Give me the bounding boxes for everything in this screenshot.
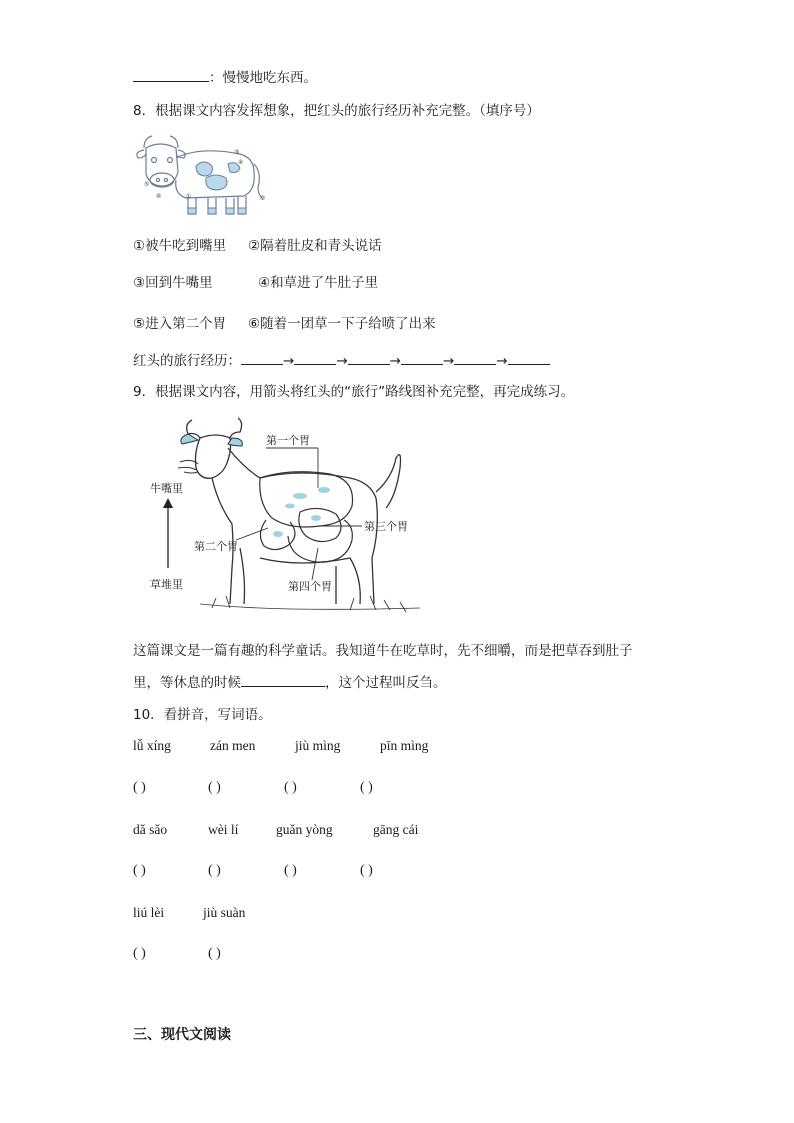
- q9-answer-blank[interactable]: [241, 672, 325, 687]
- section-3-title: 三、现代文阅读: [133, 1027, 231, 1043]
- answer-paren-7[interactable]: ( ): [284, 863, 297, 878]
- journey-blank-4[interactable]: [401, 350, 443, 365]
- journey-arrow-4: →: [442, 353, 455, 369]
- q8-option-2: ②隔着肚皮和青头说话: [248, 238, 382, 254]
- q9-prompt: 9．根据课文内容，用箭头将红头的“旅行”路线图补充完整，再完成练习。: [133, 384, 575, 400]
- journey-arrow-2: →: [336, 353, 348, 369]
- pinyin-5: dǎ sǎo: [133, 822, 168, 837]
- pinyin-8: gāng cái: [373, 822, 419, 837]
- q8-option-4: ④和草进了牛肚子里: [258, 275, 379, 291]
- pinyin-6: wèi lí: [208, 822, 239, 837]
- q8-option-3: ③回到牛嘴里: [133, 275, 213, 291]
- answer-paren-3[interactable]: ( ): [284, 780, 297, 795]
- q8-option-5: ⑤进入第二个胃: [133, 316, 227, 332]
- answer-paren-8[interactable]: ( ): [360, 863, 373, 878]
- answer-paren-10[interactable]: ( ): [208, 946, 221, 961]
- q9-text-line-2: [133, 671, 447, 691]
- journey-arrow-1: →: [283, 353, 295, 369]
- label-mouth: 牛嘴里: [150, 482, 183, 495]
- fig-mark-6: ⑥: [156, 193, 162, 200]
- q7-answer-blank[interactable]: [133, 67, 209, 82]
- fig-mark-1: ①: [186, 193, 192, 200]
- cow-cartoon-figure: [130, 128, 270, 220]
- label-stomach-2: 第二个胃: [194, 540, 238, 553]
- q9-text-line-1: 这篇课文是一篇有趣的科学童话。我知道牛在吃草时，先不细嚼，而是把草吞到肚子: [133, 643, 633, 659]
- answer-paren-6[interactable]: ( ): [208, 863, 221, 878]
- label-grass: 草堆里: [150, 578, 183, 591]
- pinyin-3: jiù mìng: [295, 738, 341, 753]
- pinyin-2: zán men: [210, 738, 256, 753]
- fig-mark-3: ③: [234, 149, 240, 156]
- journey-blank-6[interactable]: [508, 350, 550, 365]
- label-stomach-1: 第一个胃: [266, 434, 310, 447]
- answer-paren-9[interactable]: ( ): [133, 946, 146, 961]
- answer-paren-1[interactable]: ( ): [133, 780, 146, 795]
- q8-option-6: ⑥随着一团草一下子给喷了出来: [248, 316, 436, 332]
- label-stomach-3: 第三个胃: [364, 520, 408, 533]
- cow-stomach-diagram: [140, 408, 430, 618]
- answer-paren-2[interactable]: ( ): [208, 780, 221, 795]
- pinyin-9: liú lèi: [133, 905, 165, 920]
- q7-tail-text: ：慢慢地吃东西。: [209, 70, 317, 86]
- pinyin-1: lǚ xíng: [133, 738, 171, 753]
- journey-blank-1[interactable]: [241, 350, 283, 365]
- pinyin-10: jiù suàn: [203, 905, 246, 920]
- journey-blank-2[interactable]: [294, 350, 336, 365]
- q9-line2-pre: 里，等休息的时候: [133, 675, 241, 691]
- fig-mark-5: ⑤: [144, 181, 150, 188]
- journey-label: 红头的旅行经历：: [133, 353, 241, 369]
- q7-line: [133, 66, 317, 86]
- answer-paren-5[interactable]: ( ): [133, 863, 146, 878]
- label-stomach-4: 第四个胃: [288, 580, 332, 593]
- journey-arrow-5: →: [496, 353, 508, 369]
- pinyin-4: pīn mìng: [380, 738, 429, 753]
- q8-option-1: ①被牛吃到嘴里: [133, 238, 227, 254]
- fig-mark-2: ②: [260, 195, 266, 202]
- pinyin-7: guǎn yòng: [276, 822, 333, 837]
- answer-paren-4[interactable]: ( ): [360, 780, 373, 795]
- fig-mark-4: ④: [238, 159, 244, 166]
- q8-journey-line: [133, 349, 550, 369]
- q10-prompt: 10．看拼音，写词语。: [133, 707, 272, 723]
- route-arrow-head: [163, 498, 173, 508]
- q8-prompt: 8．根据课文内容发挥想象，把红头的旅行经历补充完整。（填序号）: [133, 103, 540, 119]
- journey-arrow-3: →: [389, 353, 401, 369]
- q9-line2-post: ，这个过程叫反刍。: [325, 675, 447, 691]
- journey-blank-3[interactable]: [348, 350, 390, 365]
- journey-blank-5[interactable]: [454, 350, 496, 365]
